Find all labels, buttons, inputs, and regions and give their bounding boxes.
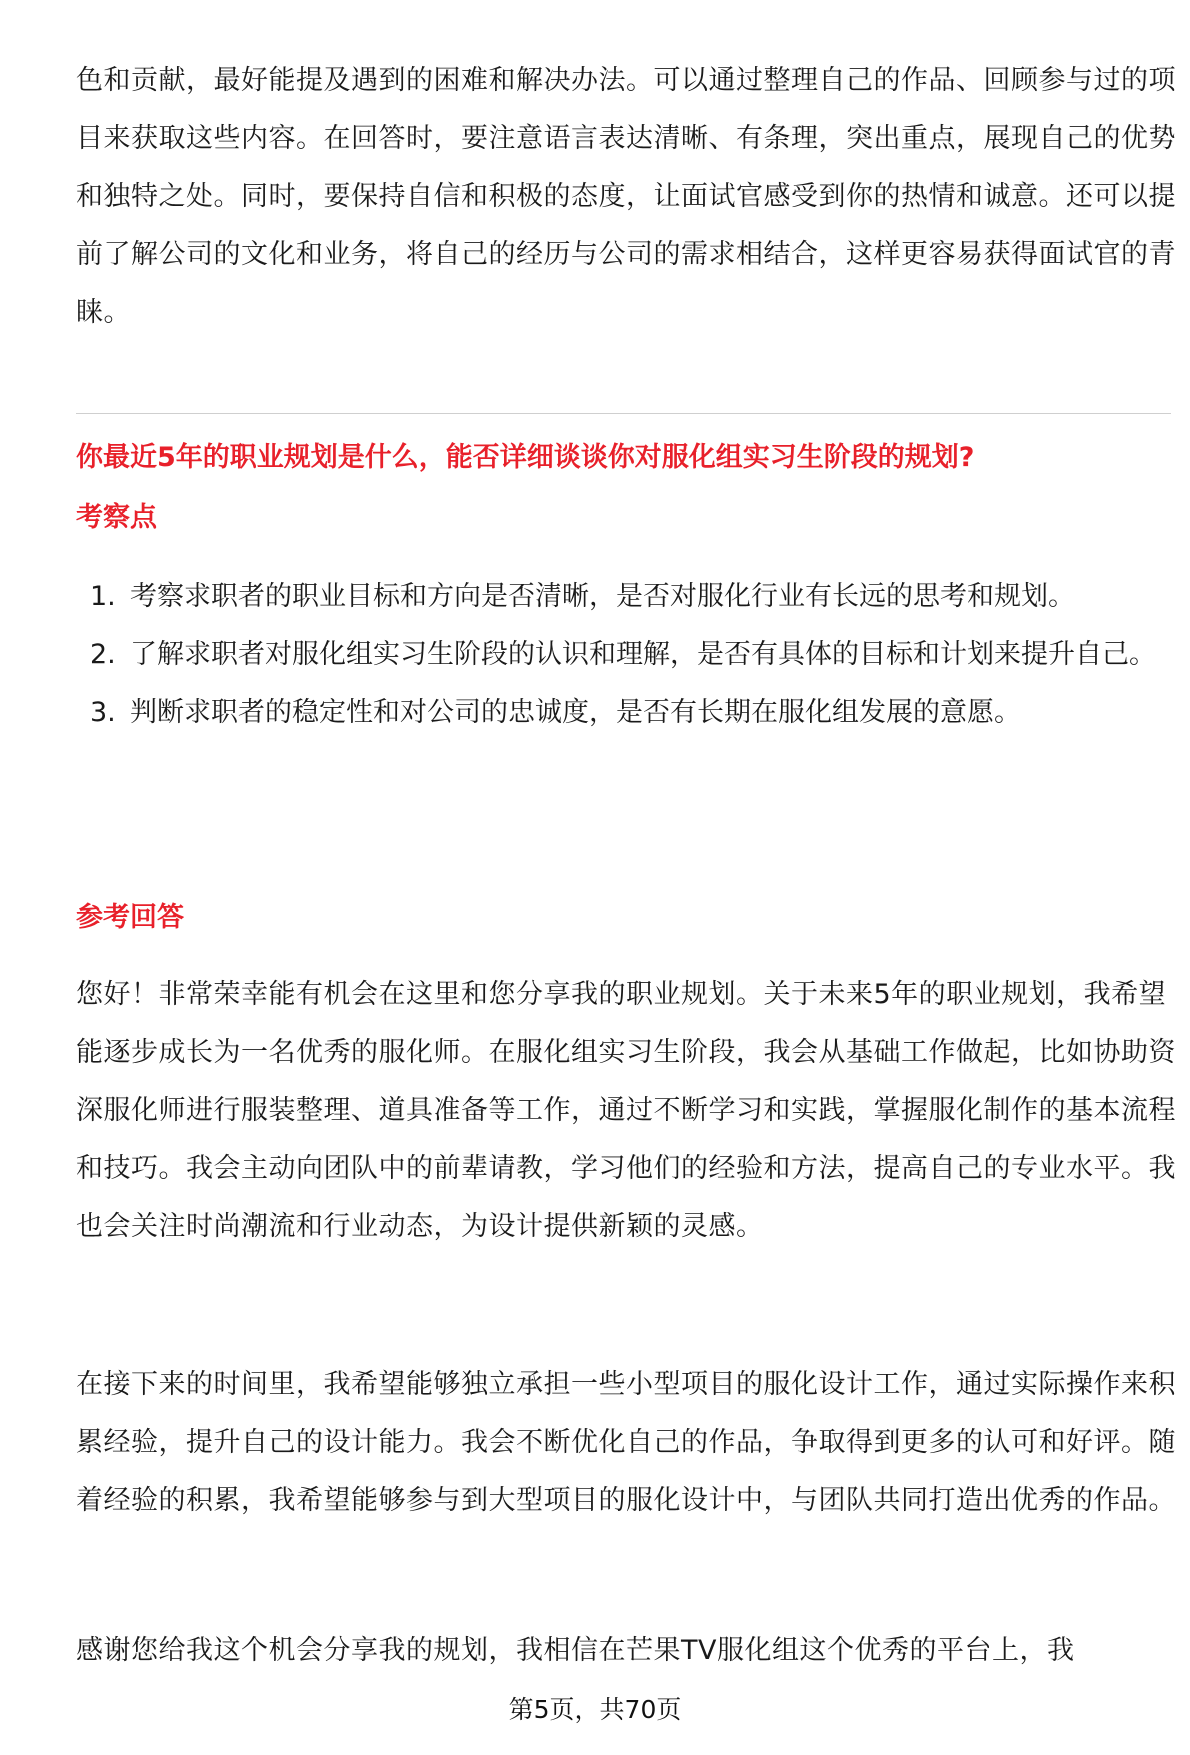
- answer-paragraph: 您好！非常荣幸能有机会在这里和您分享我的职业规划。关于未来5年的职业规划，我希望能逐步成长为一名优秀的服化师。在服化组实习生阶段，我会从基础工作做起，比如协助资深服化师进行服装整理、道具准备等工作，通过不断学习和实践，掌握服化制作的基本流程和技巧。我会主动向团队中的前辈请教，学习他们的经验和方法，提高自己的专业水平。我也会关注时尚潮流和行业动态，为设计提供新颖的灵感。: [76, 979, 1176, 1242]
- list-item: [76, 626, 1176, 684]
- answer-paragraph-1-block: [76, 966, 1176, 1256]
- key-points-list: [76, 568, 1176, 742]
- intro-block: [76, 52, 1176, 342]
- answer-paragraph-2-block: [76, 1356, 1176, 1530]
- list-item-number: 1.: [90, 581, 116, 612]
- list-item: [76, 568, 1176, 626]
- section-divider: [76, 413, 1171, 414]
- list-item-text: 了解求职者对服化组实习生阶段的认识和理解，是否有具体的目标和计划来提升自己。: [130, 639, 1156, 670]
- answer-heading: 参考回答: [76, 902, 184, 933]
- page-footer: 第5页，共70页: [508, 1695, 682, 1724]
- key-points-heading: 考察点: [76, 502, 157, 533]
- list-item-text: 考察求职者的职业目标和方向是否清晰，是否对服化行业有长远的思考和规划。: [130, 581, 1075, 612]
- question-title: 你最近5年的职业规划是什么，能否详细谈谈你对服化组实习生阶段的规划?: [76, 442, 975, 473]
- list-item-number: 2.: [90, 639, 116, 670]
- intro-paragraph: 色和贡献，最好能提及遇到的困难和解决办法。可以通过整理自己的作品、回顾参与过的项目来获取这些内容。在回答时，要注意语言表达清晰、有条理，突出重点，展现自己的优势和独特之处。同时，要保持自信和积极的态度，让面试官感受到你的热情和诚意。还可以提前了解公司的文化和业务，将自己的经历与公司的需求相结合，这样更容易获得面试官的青睐。: [76, 65, 1176, 328]
- list-item-number: 3.: [90, 697, 116, 728]
- answer-paragraph: 感谢您给我这个机会分享我的规划，我相信在芒果TV服化组这个优秀的平台上，我: [76, 1635, 1075, 1666]
- answer-paragraph: 在接下来的时间里，我希望能够独立承担一些小型项目的服化设计工作，通过实际操作来积累经验，提升自己的设计能力。我会不断优化自己的作品，争取得到更多的认可和好评。随着经验的积累，我希望能够参与到大型项目的服化设计中，与团队共同打造出优秀的作品。: [76, 1369, 1176, 1516]
- list-item: [76, 684, 1176, 742]
- list-item-text: 判断求职者的稳定性和对公司的忠诚度，是否有长期在服化组发展的意愿。: [130, 697, 1021, 728]
- answer-paragraph-3-block: [76, 1622, 1176, 1680]
